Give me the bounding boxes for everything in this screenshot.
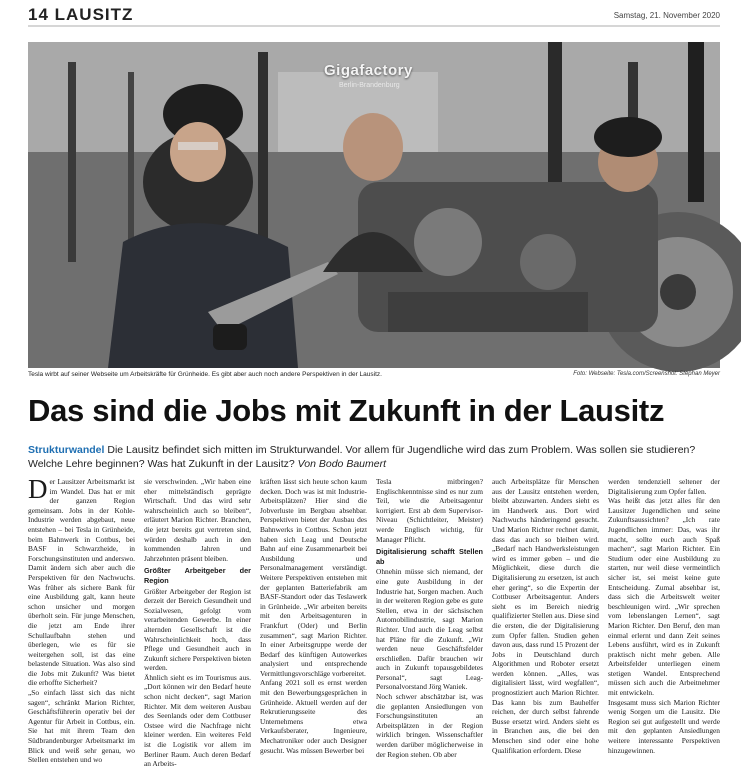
drop-cap: D	[28, 474, 48, 504]
header-divider	[28, 25, 720, 27]
section-label: 14 LAUSITZ	[28, 5, 134, 24]
paragraph: auch Arbeitsplätze für Menschen aus der Lausitz entstehen werden, bleibt abzuwarten. Anders sieht es im Handwerk aus. Dort wird Nachwuchs händeringend gesucht. Und Marion Richter rechnet damit, dass das auch so bleiben wird. „Bedarf nach Handwerksleistungen wird es immer geben – und die Möglichkeit, diese durch die Digitalisierung zu ersetzen, ist auch eher gering“, so die Expertin der Cottbuser Arbeitsagentur. Anders sieht es im Bereich niedrig qualifizierter Stellen aus. Diese sind die ersten, die der Digitalisierung zum Opfer fallen. Studien gehen davon aus, dass rund 15 Prozent der Jobs in Deutschland durch Algorithmen und Roboter ersetzt werden können. „Alles, was digitalisiert lässt, wird wegfallen“, prognostiziert auch Marion Richter. Das kann bis zum Bauhelfer reichen, der durch selbst fahrende Busse ersetzt wird. Anders sieht es in Branchen aus, die bei den Menschen sind oder eine hohe Qualifikation erfordern. Diese	[492, 477, 599, 755]
paragraph: Anfang 2021 soll es ernst werden mit den Bewerbungsgesprächen in Grünheide. Aktuell werden auf der Rekrutierungsseite des Unternehmens etwa Verkaufsberater, Ingenieure, Mechatroniker oder auch Designer gesucht. Was müssen Bewerber bei	[260, 678, 367, 755]
paragraph: sie verschwinden. „Wir haben eine eher mittelständisch geprägte Wirtschaft. Und das wird sehr wahrscheinlich auch so bleiben“, erläutert Marion Richter. Branchen, die jetzt bereits gut vertreten sind, würden deshalb auch in den kommenden Jahren und Jahrzehnten präsent bleiben.	[144, 477, 251, 563]
paragraph: kräften lässt sich heute schon kaum decken. Doch was ist mit Industrie-Arbeitsplätzen? Hier sind die Jobverluste im Bergbau absehbar. Perspektiven bietet der Ausbau des Bahnwerks in Cottbus. Schon jetzt haben sich Leag und Deutsche Bahn auf eine Zusammenarbeit bei Ausbildung und Personalmanagement verständigt. Weitere Perspektiven entstehen mit der geplanten Batteriefabrik am BASF-Standort oder das Teslawerk in Grünheide. „Wir arbeiten bereits mit den Arbeitsagenturen in Frankfurt (Oder) und Berlin zusammen“, sagt Marion Richter. In einer Arbeitsgruppe werde der Bedarf des künftigen Autowerkes analysiert und entsprechende Vermittlungsvorschläge vorbereitet.	[260, 477, 367, 678]
paragraph: Noch schwer abschätzbar ist, was die geplanten Ansiedlungen von Forschungsinstituten an Arbeitsplätzen in der Region wirklich bringen. Wissenschaftler werden darüber möglicherweise in der Region stehen. Ob aber	[376, 692, 483, 759]
body-column-2	[144, 477, 251, 769]
subheading: Digitalisierung schafft Stellen ab	[376, 547, 483, 566]
body-column-1	[28, 474, 135, 765]
article-author: Von Bodo Baumert	[294, 457, 386, 470]
teaser-keyword: Strukturwandel	[28, 444, 105, 456]
paragraph: Tesla mitbringen? Englischkenntnisse sind es nur zum Teil, wie die Arbeitsagentur korrigiert. Erst ab dem Supervisor-Niveau (Schichtleiter, Meister) werde Englisch wichtig, für Manager Pflicht.	[376, 477, 483, 544]
body-column-4	[376, 477, 483, 759]
teaser-text: Die Lausitz befindet sich mitten im Strukturwandel. Vor allem für Jugendliche wird das zum Problem. Was sollen sie studieren? Welche Lehre beginnen? Was hat Zukunft in der Lausitz?	[28, 444, 696, 470]
body-column-6	[608, 477, 720, 755]
factory-scene-illustration	[28, 42, 720, 368]
body-column-3	[260, 477, 367, 755]
paragraph: er Lausitzer Arbeitsmarkt ist im Wandel. Das hat er mit der ganzen Region gemeinsam. Jobs in der Kohle-Industrie werden abgebaut, neue entstehen – bei Tesla in Grünheide, beim Bahnwerk in Cottbus, bei BASF in Schwarzheide, in Forschungsinstituten und anderswo. Damit ändern sich aber auch die Perspektiven für den Nachwuchs. Was früher als sichere Bank für eine Ausbildung galt, kann heute schon unsicher und morgen überholt sein. Für junge Menschen, die jetzt am Ende ihrer Schullaufbahn stehen und überlegen, wie es für sie weitergehen soll, ist das eine belastende Situation. Was also sind die Jobs mit Zukunft? Was bietet die erhoffte Sicherheit?	[28, 477, 135, 688]
paragraph: Insgesamt muss sich Marion Richter wenig Sorgen um die Lausitz. Die Region sei gut aufgestellt und werde mit den geplanten Ansiedlungen weitere interessante Perspektiven hinzugewinnen.	[608, 697, 720, 755]
paragraph: Ohnehin müsse sich niemand, der eine gute Ausbildung in der Industrie hat, Sorgen machen. Auch in der weiteren Region gebe es gute Stellen, etwa in der sächsischen Automobilindustrie, sagt Marion Richter. Und auch die Leag selbst hat Pläne für die Zukunft. „Wir werden neue Geschäftsfelder erschließen. Dafür brauchen wir auch in Zukunft topausgebildetes Personal“, sagt Leag-Personalvorstand Jörg Waniek.	[376, 567, 483, 692]
paragraph: Was heißt das jetzt alles für den Lausitzer Jugendlichen und seine Zukunftsaussichten? „Ich rate Jugendlichen immer: Das, was ihr macht, sollte euch auch Spaß machen“, sagt Marion Richter. Ein Studium oder eine Ausbildung zu starten, nur weil diese vermeintlich sicher ist, sei meist keine gute Entscheidung. Zumal absehbar ist, dass sich die Arbeitswelt weiter beschleunigen wird. „Wir sprechen vom lebenslangen Lernen“, sagt Marion Richter. Den Beruf, den man einmal erlernt und dann Zeit seines Lebens ausführt, wird es in Zukunft praktisch nicht mehr geben. Alle Arbeitsfelder unterliegen einem stetigen Wandel. Entsprechend müssen sich auch die Arbeitnehmer mit entwickeln.	[608, 496, 720, 698]
page-header	[28, 5, 720, 25]
photo-overlay-subtitle: Berlin-Brandenburg	[339, 82, 400, 89]
subheading: Größter Arbeitgeber der Region	[144, 566, 251, 585]
paragraph: werden tendenziell seltener der Digitalisierung zum Opfer fallen.	[608, 477, 720, 496]
paragraph: „So einfach lässt sich das nicht sagen“, schränkt Marion Richter, Geschäftsführerin operativ bei der Agentur für Arbeit in Cottbus, ein. Sie hat mit ihrem Team den Südbrandenburger Arbeitsmarkt im Blick und weiß sehr genau, wo Stellen entstehen und wo	[28, 688, 135, 765]
paragraph: Ähnlich sieht es im Tourismus aus. „Dort können wir den Bedarf heute schon nicht decken“, sagt Marion Richter. Mit dem weiteren Ausbau des Seenlands oder dem Cottbuser Ostsee wird die Nachfrage nicht kleiner werden. Ein weiteres Feld ist die Logistik vor allem im Berliner Raum. Auch deren Bedarf an Arbeits-	[144, 672, 251, 769]
article-body	[28, 474, 720, 769]
article-teaser	[28, 444, 720, 471]
issue-date: Samstag, 21. November 2020	[613, 11, 720, 20]
photo-caption: Tesla wirbt auf seiner Webseite um Arbeitskräfte für Grünheide. Es gibt aber auch noch andere Perspektiven in der Lausitz.	[28, 371, 382, 378]
article-headline: Das sind die Jobs mit Zukunft in der Lausitz	[28, 393, 665, 428]
paragraph: Größter Arbeitgeber der Region ist derzeit der Bereich Gesundheit und Sozialwesen, gefolgt vom verarbeitenden Gewerbe. In einer alternden Gesellschaft ist die Wahrscheinlichkeit hoch, dass Pflege und Gesundheit auch in Zukunft sichere Perspektiven bieten werden.	[144, 586, 251, 673]
article-photo	[28, 42, 720, 368]
body-column-5	[492, 477, 599, 755]
photo-credit: Foto: Webseite: Tesla.com/Screenshot: Stephan Meyer	[573, 371, 720, 377]
photo-overlay-title: Gigafactory	[324, 62, 413, 79]
